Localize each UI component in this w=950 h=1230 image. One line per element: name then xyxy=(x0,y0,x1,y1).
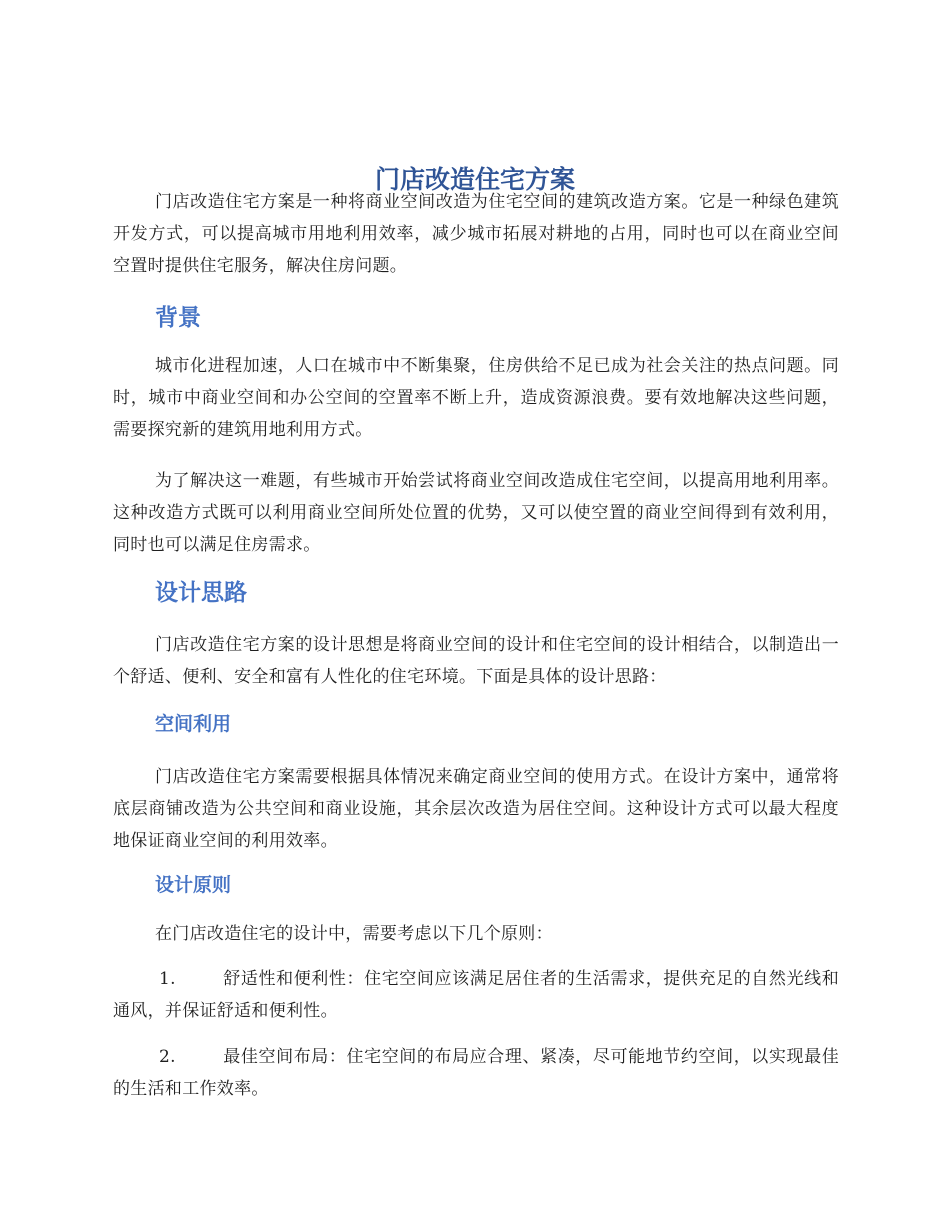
background-paragraph-1: 城市化进程加速，人口在城市中不断集聚，住房供给不足已成为社会关注的热点问题。同时，城市中商业空间和办公空间的空置率不断上升，造成资源浪费。要有效地解决这些问题，需要探究新的建筑用地利用方式。 xyxy=(113,356,839,440)
subsection-heading-principles: 设计原则 xyxy=(155,874,232,896)
list-item-number: 2. xyxy=(159,1047,176,1067)
list-item xyxy=(113,1041,839,1105)
list-item-number: 1. xyxy=(159,969,176,989)
background-paragraph-2: 为了解决这一难题，有些城市开始尝试将商业空间改造成住宅空间，以提高用地利用率。这种改造方式既可以利用商业空间所处位置的优势，又可以使空置的商业空间得到有效利用，同时也可以满足住房需求。 xyxy=(113,471,839,555)
list-item-text: 舒适性和便利性：住宅空间应该满足居住者的生活需求，提供充足的自然光线和通风，并保证舒适和便利性。 xyxy=(113,969,839,1021)
principles-paragraph-1: 在门店改造住宅的设计中，需要考虑以下几个原则： xyxy=(155,924,553,944)
section-heading-design: 设计思路 xyxy=(155,580,247,606)
design-paragraph-1: 门店改造住宅方案的设计思想是将商业空间的设计和住宅空间的设计相结合，以制造出一个舒适、便利、安全和富有人性化的住宅环境。下面是具体的设计思路： xyxy=(113,635,839,687)
list-item-text: 最佳空间布局：住宅空间的布局应合理、紧凑，尽可能地节约空间，以实现最佳的生活和工作效率。 xyxy=(113,1047,839,1099)
subsection-heading-space: 空间利用 xyxy=(155,713,232,735)
intro-paragraph: 门店改造住宅方案是一种将商业空间改造为住宅空间的建筑改造方案。它是一种绿色建筑开发方式，可以提高城市用地利用效率，减少城市拓展对耕地的占用，同时也可以在商业空间空置时提供住宅服务，解决住房问题。 xyxy=(113,192,839,276)
space-paragraph-1: 门店改造住宅方案需要根据具体情况来确定商业空间的使用方式。在设计方案中，通常将底层商铺改造为公共空间和商业设施，其余层次改造为居住空间。这种设计方式可以最大程度地保证商业空间的利用效率。 xyxy=(113,767,839,851)
section-heading-background: 背景 xyxy=(155,305,201,331)
document-title: 门店改造住宅方案 xyxy=(374,164,575,194)
list-item xyxy=(113,963,839,1027)
